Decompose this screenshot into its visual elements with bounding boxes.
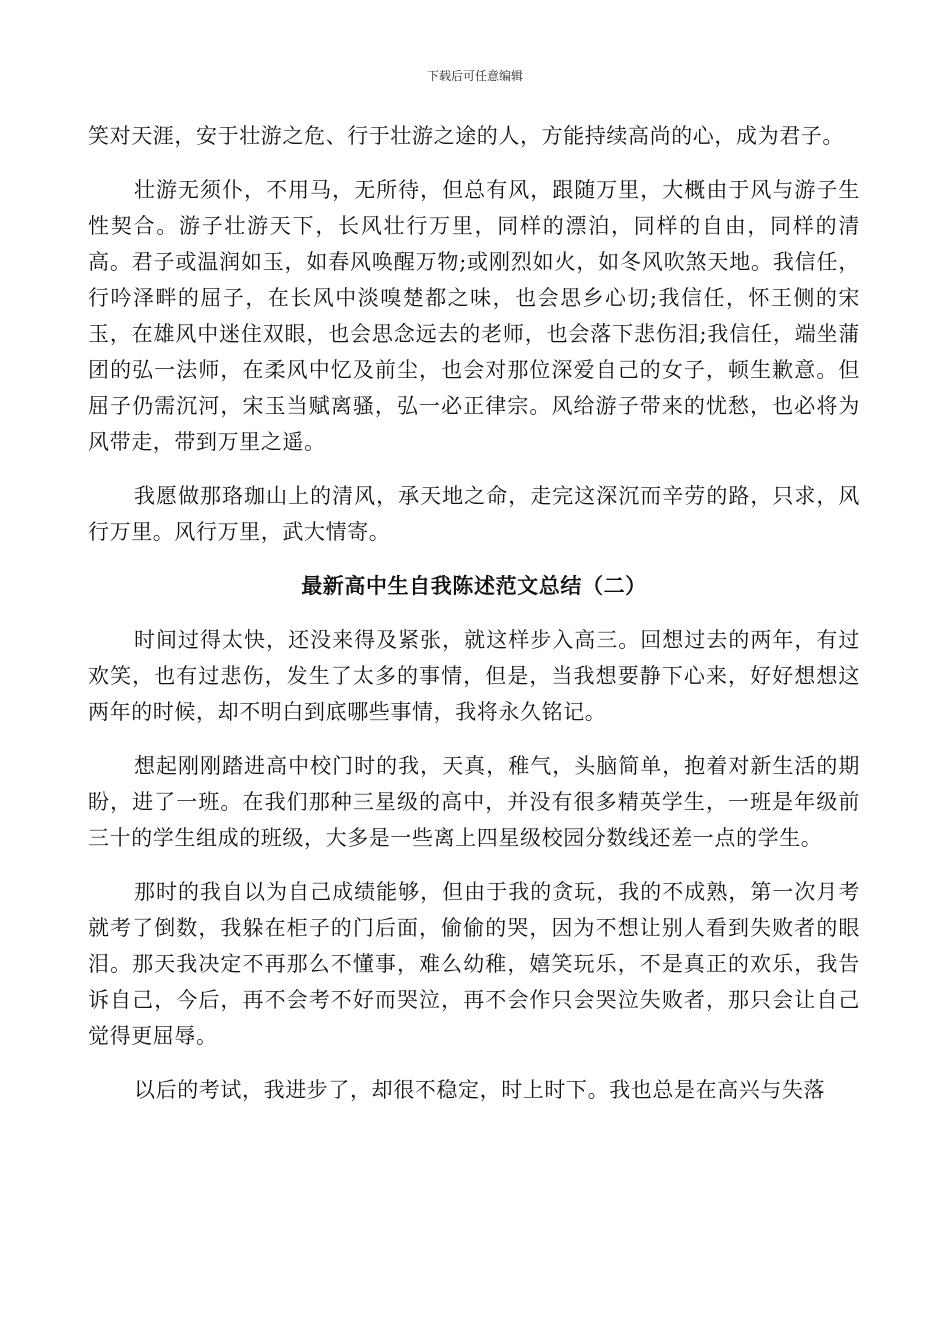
paragraph-5: 想起刚刚踏进高中校门时的我，天真，稚气，头脑简单，抱着对新生活的期盼，进了一班。在我们那种三星级的高中，并没有很多精英学生，一班是年级前三十的学生组成的班级，大多是一些离上四星级校园分数线还差一点的学生。 <box>88 754 860 850</box>
paragraph-3: 我愿做那珞珈山上的清风，承天地之命，走完这深沉而辛劳的路，只求，风行万里。风行万里，武大情寄。 <box>88 484 860 544</box>
paragraph-4: 时间过得太快，还没来得及紧张，就这样步入高三。回想过去的两年，有过欢笑，也有过悲伤，发生了太多的事情，但是，当我想要静下心来，好好想想这两年的时候，却不明白到底哪些事情，我将永久铭记。 <box>88 628 860 724</box>
paragraph-6: 那时的我自以为自己成绩能够，但由于我的贪玩，我的不成熟，第一次月考就考了倒数，我躲在柜子的门后面，偷偷的哭，因为不想让别人看到失败者的眼泪。那天我决定不再那么不懂事，难么幼稚，嬉笑玩乐，不是真正的欢乐，我告诉自己，今后，再不会考不好而哭泣，再不会作只会哭泣失败者，那只会让自己觉得更屈辱。 <box>88 880 860 1048</box>
paragraph-7: 以后的考试，我进步了，却很不稳定，时上时下。我也总是在高兴与失落 <box>134 1078 826 1102</box>
section-title: 最新高中生自我陈述范文总结（二） <box>301 573 647 598</box>
page-header: 下载后可任意编辑 <box>426 69 523 83</box>
document-body <box>88 118 860 1108</box>
paragraph-1: 笑对天涯，安于壮游之危、行于壮游之途的人，方能持续高尚的心，成为君子。 <box>88 124 844 148</box>
paragraph-2: 壮游无须仆，不用马，无所待，但总有风，跟随万里，大概由于风与游子生性契合。游子壮游天下，长风壮行万里，同样的漂泊，同样的自由，同样的清高。君子或温润如玉，如春风唤醒万物;或刚烈如火，如冬风吹煞天地。我信任，行吟泽畔的屈子，在长风中淡嗅楚都之味，也会思乡心切;我信任，怀王侧的宋玉，在雄风中迷住双眼，也会思念远去的老师，也会落下悲伤泪;我信任，端坐蒲团的弘一法师，在柔风中忆及前尘，也会对那位深爱自己的女子，顿生歉意。但屈子仍需沉河，宋玉当赋离骚，弘一必正律宗。风给游子带来的忧愁，也必将为风带走，带到万里之遥。 <box>88 178 860 454</box>
